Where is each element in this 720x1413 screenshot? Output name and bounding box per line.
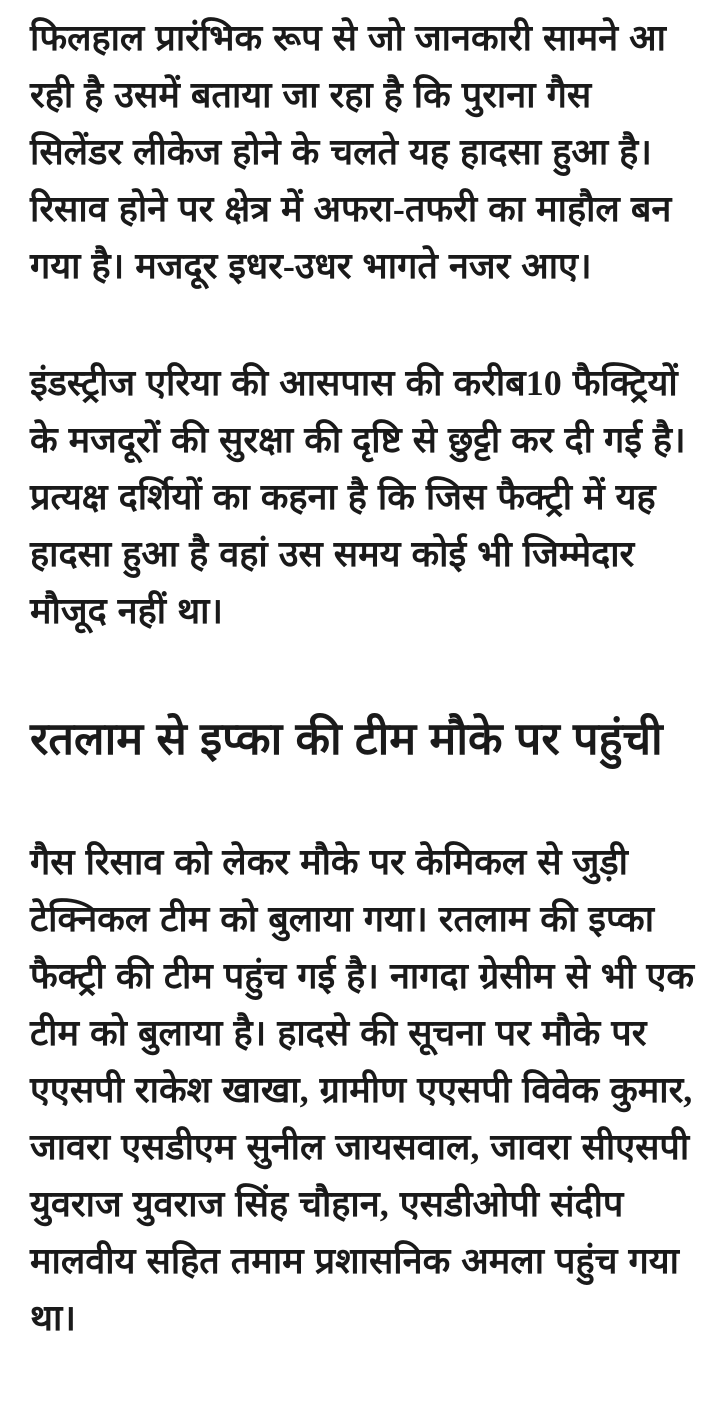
section-heading: रतलाम से इप्का की टीम मौके पर पहुंची: [30, 714, 663, 764]
article-paragraph-3: गैस रिसाव को लेकर मौके पर केमिकल से जुड़ी टेक्निकल टीम को बुलाया गया। रतलाम की इप्का फैक्ट्री की टीम पहुंच गई है। नागदा ग्रेसीम से भी एक टीम को बुलाया है। हादसे की सूचना पर मौके पर एएसपी राकेश खाखा, ग्रामीण एएसपी विवेक कुमार, जावरा एसडीएम सुनील जायसवाल, जावरा सीएसपी युवराज युवराज सिंह चौहान, एसडीओपी संदीप मालवीय सहित तमाम प्रशासनिक अमला पहुंच गया था।: [30, 842, 694, 1338]
article-paragraph-2: इंडस्ट्रीज एरिया की आसपास की करीब10 फैक्ट्रियों के मजदूरों की सुरक्षा की दृष्टि से छुट्टी कर दी गई है। प्रत्यक्ष दर्शियों का कहना है कि जिस फैक्ट्री में यह हादसा हुआ है वहां उस समय कोई भी जिम्मेदार मौजूद नहीं था।: [30, 363, 686, 631]
article-paragraph-1: फिलहाल प्रारंभिक रूप से जो जानकारी सामने आ रही है उसमें बताया जा रहा है कि पुराना गैस सिलेंडर लीकेज होने के चलते यह हादसा हुआ है। रिसाव होने पर क्षेत्र में अफरा-तफरी का माहौल बन गया है। मजदूर इधर-उधर भागते नजर आए।: [30, 18, 672, 286]
